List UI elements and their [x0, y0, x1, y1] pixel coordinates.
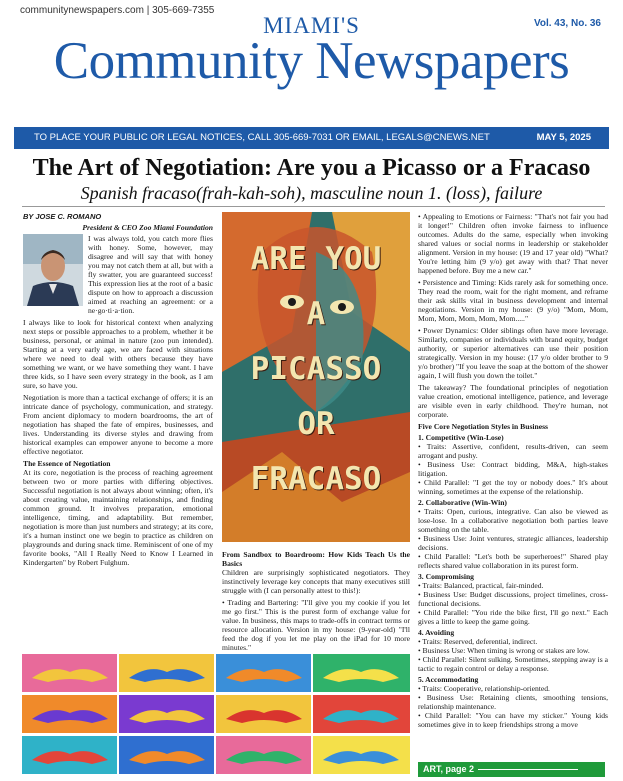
- picasso-poster: [222, 212, 410, 542]
- style-2: [418, 498, 608, 570]
- handshake-tile: [22, 654, 410, 774]
- emotions-paragraph: • Appealing to Emotions or Fairness: "That's not fair you had it longer!" Children often invoke fairness to influence outcomes. Adults do the same, especially when invoking shared values or social norms in leadership or stakeholder alignment. Version in my house: (19 and 17 year old) "What? You're letting him (9 y/o) get away with that? That never happened before. Buy me a new car.": [418, 212, 608, 275]
- style-name: 1. Competitive (Win-Lose): [418, 433, 504, 442]
- poster-line-2: A: [306, 296, 326, 332]
- trading-paragraph: • Trading and Bartering: "I'll give you my cookie if you let me go first." This is the purest form of exchange value for value. In business, this maps to trade-offs in contract terms or resource allocation. Version in my house: (9-year-old) "I'll feed the dog if you let me play on the iPad for 10 more minutes.": [222, 598, 410, 652]
- style-3: [418, 572, 608, 626]
- sandbox-paragraph: Children are surprisingly sophisticated negotiators. They instinctively leverage key concepts that many executives still struggle with (I can personally attest to this!):: [222, 568, 410, 595]
- style-name: 3. Compromising: [418, 572, 474, 581]
- style-5: [418, 675, 608, 729]
- sandbox-heading: From Sandbox to Boardroom: How Kids Teach Us the Basics: [222, 550, 410, 568]
- paragraph-3: Negotiation is more than a tactical exchange of offers; it is an intricate dance of psychology, communication, and strategy. From ancient diplomacy to modern boardrooms, the art of negotiation has shaped the fate of empires, businesses, and lives. Understanding its diverse styles and drawing from historical examples can empower anyone to become a more effective negotiator.: [23, 393, 213, 456]
- style-child: • Child Parallel: "You can have my sticker." Young kids sometimes give in to keep friendships strong a move: [418, 711, 608, 729]
- masthead-miamis: MIAMI'S: [263, 13, 360, 38]
- column-1: [23, 212, 213, 570]
- handshake-grid: [22, 654, 410, 774]
- style-business: • Business Use: Joint ventures, strategic alliances, leadership decisions.: [418, 534, 608, 552]
- notice-text: TO PLACE YOUR PUBLIC OR LEGAL NOTICES, CALL 305-669-7031 OR EMAIL, LEGALS@CNEWS.NET: [34, 132, 490, 143]
- paragraph-2: I always like to look for historical context when analyzing next steps or possible approaches to a problem, whether it be business, personal, or animal in nature (zoo pun intended). Starting at a very early age, we are faced with situations where we need to deal with others because they have something we want, or we have something they want. I have three kids, so I have seen every strategy in the book, as I am sure, so have you.: [23, 318, 213, 390]
- continued-link[interactable]: [418, 762, 605, 777]
- style-traits: • Traits: Balanced, practical, fair-minded.: [418, 581, 544, 590]
- style-child: • Child Parallel: "You ride the bike first, I'll go next." Each gives a little to keep the game going.: [418, 608, 608, 626]
- style-child: • Child Parallel: "Let's both be superheroes!" Shared play reflects shared value collaboration in its purest form.: [418, 552, 608, 570]
- notice-band: [14, 127, 609, 149]
- style-business: • Business Use: Retaining clients, smoothing tensions, relationship maintenance.: [418, 693, 608, 711]
- style-business: • Business Use: Budget discussions, project timelines, cross-functional decisions.: [418, 590, 608, 608]
- masthead-title: Community Newspapers: [53, 32, 570, 90]
- style-name: 2. Collaborative (Win-Win): [418, 498, 507, 507]
- essence-paragraph: At its core, negotiation is the process of reaching agreement between two or more parties with differing objectives. Successful negotiation is not always about winning; often, it's about creating value, maintaining relationships, and finding common ground. It involves preparation, emotional intelligence, timing, and adaptability. But remember, negotiation is more than just numbers and strategy; at its core, it's a human instinct one we begin to practice as children on playgrounds and during snack time. Reminiscent of one of my favorite books, "All I Really Need to Know I Learned in Kindergarten" by Robert Fulghum.: [23, 468, 213, 567]
- style-traits: • Traits: Cooperative, relationship-oriented.: [418, 684, 550, 693]
- poster-line-1: ARE YOU: [250, 241, 382, 277]
- style-child: • Child Parallel: Silent sulking. Sometimes, stepping away is a tactic to regain control or delay a response.: [418, 655, 608, 673]
- volume-number: Vol. 43, No. 36: [533, 18, 601, 29]
- column-2: [222, 548, 410, 655]
- style-traits: • Traits: Reserved, deferential, indirect.: [418, 637, 538, 646]
- style-business: • Business Use: Contract bidding, M&A, high-stakes litigation.: [418, 460, 608, 478]
- poster-line-5: FRACASO: [250, 461, 382, 497]
- style-name: 4. Avoiding: [418, 628, 455, 637]
- style-4: [418, 628, 608, 673]
- top-contact-line: communitynewspapers.com | 305-669-7355: [20, 5, 215, 16]
- styles-heading: Five Core Negotiation Styles in Business: [418, 422, 549, 431]
- byline: BY JOSE C. ROMANO: [23, 212, 102, 221]
- persistence-paragraph: • Persistence and Timing: Kids rarely ask for something once. They read the room, wait for the right moment, and reframe their ask skills vital in business development and internal negotiations. Version in my house: (9 y/o) "Mom, Mom, Mom, Mom, Mom, Mom, Mom.....": [418, 278, 608, 323]
- author-title: President & CEO Zoo Miami Foundation: [82, 223, 213, 232]
- takeaway-paragraph: The takeaway? The foundational principles of negotiation value creation, emotional intelligence, patience, and leverage are visible even in early childhood. They're human, not corporate.: [418, 383, 608, 419]
- style-business: • Business Use: When timing is wrong or stakes are low.: [418, 646, 590, 655]
- poster-line-4: OR: [297, 406, 335, 442]
- style-1: [418, 433, 608, 496]
- style-child: • Child Parallel: "I get the toy or nobody does." It's about winning, sometimes at the expense of the relationship.: [418, 478, 608, 496]
- power-paragraph: • Power Dynamics: Older siblings often have more leverage. Similarly, companies or individuals with brand equity, budget authority, or superior alternatives can use their position strategically. Version in my house: (17 y/o older brother to 9 y/o brother) "If you leave the soap at the bottom of the shower again, I will flush you down the toilet.": [418, 326, 608, 380]
- column-3: [418, 212, 608, 729]
- header-rule: [22, 206, 605, 207]
- intro-paragraph: I was always told, you catch more flies with honey. Some, however, may disagree and will say that with honey you may not catch them at all, but with a fly swatter, you are guaranteed success! This expression lies at the root of a basic dispute on how to approach a discussion aimed at reaching an agreement: or a ne·go·ti·a·tion.: [88, 234, 213, 315]
- author-photo: [23, 234, 83, 306]
- style-name: 5. Accommodating: [418, 675, 479, 684]
- continued-label: ART, page 2: [423, 764, 475, 774]
- style-traits: • Traits: Assertive, confident, results-driven, can seem arrogant and pushy.: [418, 442, 608, 460]
- subheadline: Spanish fracaso(frah-kah-soh), masculine noun 1. (loss), failure: [80, 183, 543, 203]
- continued-rule: [478, 769, 578, 770]
- essence-heading: The Essence of Negotiation: [23, 459, 111, 468]
- issue-date: MAY 5, 2025: [536, 132, 591, 143]
- headline: The Art of Negotiation: Are you a Picasso or a Fracaso: [32, 155, 591, 181]
- poster-line-3: PICASSO: [250, 351, 382, 387]
- style-traits: • Traits: Open, curious, integrative. Can also be viewed as lose-lose. In a collaborative negotiation both parties leave something on the table.: [418, 507, 608, 534]
